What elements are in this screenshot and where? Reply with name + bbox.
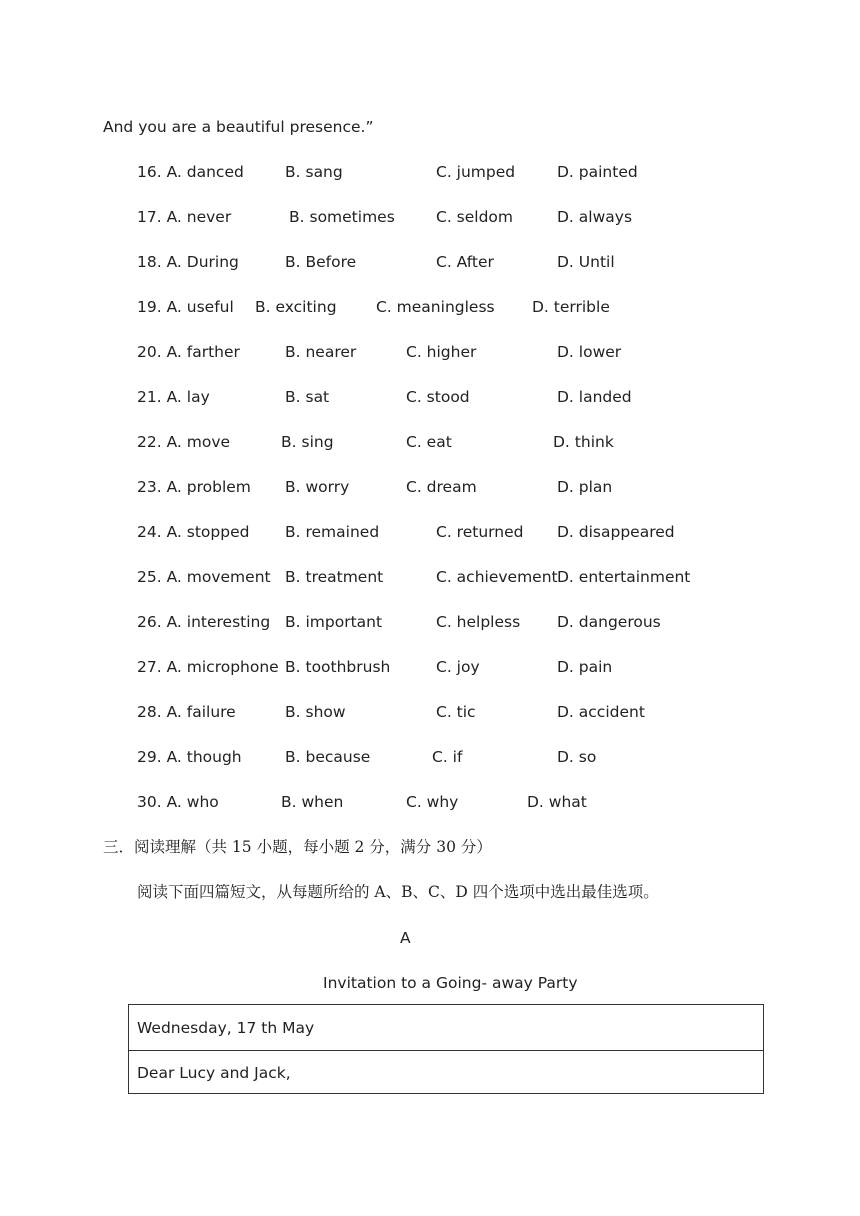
option-c: C. if bbox=[432, 748, 463, 766]
question-26 bbox=[0, 612, 860, 632]
option-d: D. what bbox=[527, 793, 587, 811]
section-heading: 三．阅读理解（共 15 小题，每小题 2 分，满分 30 分） bbox=[103, 838, 492, 856]
option-a: 19. A. useful bbox=[137, 298, 234, 316]
option-d: D. landed bbox=[557, 388, 632, 406]
option-b: B. remained bbox=[285, 523, 380, 541]
table-row bbox=[129, 1005, 763, 1051]
option-d: D. so bbox=[557, 748, 597, 766]
option-c: C. jumped bbox=[436, 163, 516, 181]
option-a: 24. A. stopped bbox=[137, 523, 250, 541]
question-20 bbox=[0, 342, 860, 362]
option-c: C. higher bbox=[406, 343, 477, 361]
option-d: D. think bbox=[553, 433, 614, 451]
question-23 bbox=[0, 477, 860, 497]
question-29 bbox=[0, 747, 860, 767]
option-a: 30. A. who bbox=[137, 793, 219, 811]
option-d: D. always bbox=[557, 208, 633, 226]
option-a: 27. A. microphone bbox=[137, 658, 279, 676]
passage-title: Invitation to a Going- away Party bbox=[323, 974, 578, 992]
option-b: B. treatment bbox=[285, 568, 384, 586]
option-c: C. stood bbox=[406, 388, 470, 406]
question-16 bbox=[0, 162, 860, 182]
option-d: D. lower bbox=[557, 343, 622, 361]
option-b: B. exciting bbox=[255, 298, 337, 316]
option-b: B. worry bbox=[285, 478, 350, 496]
question-24 bbox=[0, 522, 860, 542]
option-c: C. helpless bbox=[436, 613, 521, 631]
question-19 bbox=[0, 297, 860, 317]
option-b: B. sat bbox=[285, 388, 330, 406]
option-d: D. accident bbox=[557, 703, 645, 721]
option-a: 23. A. problem bbox=[137, 478, 251, 496]
question-22 bbox=[0, 432, 860, 452]
option-d: D. entertainment bbox=[557, 568, 691, 586]
option-a: 25. A. movement bbox=[137, 568, 271, 586]
question-18 bbox=[0, 252, 860, 272]
option-b: B. sing bbox=[281, 433, 334, 451]
option-c: C. joy bbox=[436, 658, 480, 676]
question-17 bbox=[0, 207, 860, 227]
invitation-table bbox=[128, 1004, 764, 1094]
passage-label: A bbox=[400, 929, 411, 947]
option-c: C. dream bbox=[406, 478, 477, 496]
question-21 bbox=[0, 387, 860, 407]
option-d: D. terrible bbox=[532, 298, 610, 316]
option-c: C. why bbox=[406, 793, 459, 811]
option-a: 20. A. farther bbox=[137, 343, 240, 361]
option-a: 26. A. interesting bbox=[137, 613, 271, 631]
option-c: C. meaningless bbox=[376, 298, 495, 316]
option-c: C. seldom bbox=[436, 208, 514, 226]
option-d: D. disappeared bbox=[557, 523, 675, 541]
question-28 bbox=[0, 702, 860, 722]
option-a: 16. A. danced bbox=[137, 163, 244, 181]
option-c: C. achievement bbox=[436, 568, 558, 586]
question-25 bbox=[0, 567, 860, 587]
option-a: 17. A. never bbox=[137, 208, 232, 226]
section-instruction: 阅读下面四篇短文，从每题所给的 A、B、C、D 四个选项中选出最佳选项。 bbox=[137, 883, 659, 901]
intro-line: And you are a beautiful presence.” bbox=[103, 118, 374, 136]
question-27 bbox=[0, 657, 860, 677]
option-d: D. Until bbox=[557, 253, 615, 271]
option-b: B. important bbox=[285, 613, 383, 631]
option-c: C. eat bbox=[406, 433, 452, 451]
option-c: C. returned bbox=[436, 523, 524, 541]
option-b: B. nearer bbox=[285, 343, 357, 361]
option-b: B. show bbox=[285, 703, 346, 721]
option-d: D. pain bbox=[557, 658, 613, 676]
option-b: B. Before bbox=[285, 253, 357, 271]
option-b: B. when bbox=[281, 793, 344, 811]
table-row bbox=[129, 1050, 763, 1095]
option-a: 21. A. lay bbox=[137, 388, 210, 406]
option-a: 29. A. though bbox=[137, 748, 242, 766]
option-a: 22. A. move bbox=[137, 433, 231, 451]
option-d: D. dangerous bbox=[557, 613, 661, 631]
option-c: C. tic bbox=[436, 703, 476, 721]
date-cell: Wednesday, 17 th May bbox=[137, 1019, 315, 1037]
option-b: B. because bbox=[285, 748, 371, 766]
option-b: B. sang bbox=[285, 163, 343, 181]
question-30 bbox=[0, 792, 860, 812]
option-c: C. After bbox=[436, 253, 494, 271]
option-a: 28. A. failure bbox=[137, 703, 236, 721]
option-a: 18. A. During bbox=[137, 253, 239, 271]
option-b: B. sometimes bbox=[289, 208, 395, 226]
option-d: D. painted bbox=[557, 163, 638, 181]
option-d: D. plan bbox=[557, 478, 613, 496]
greeting-cell: Dear Lucy and Jack, bbox=[137, 1064, 291, 1082]
option-b: B. toothbrush bbox=[285, 658, 391, 676]
